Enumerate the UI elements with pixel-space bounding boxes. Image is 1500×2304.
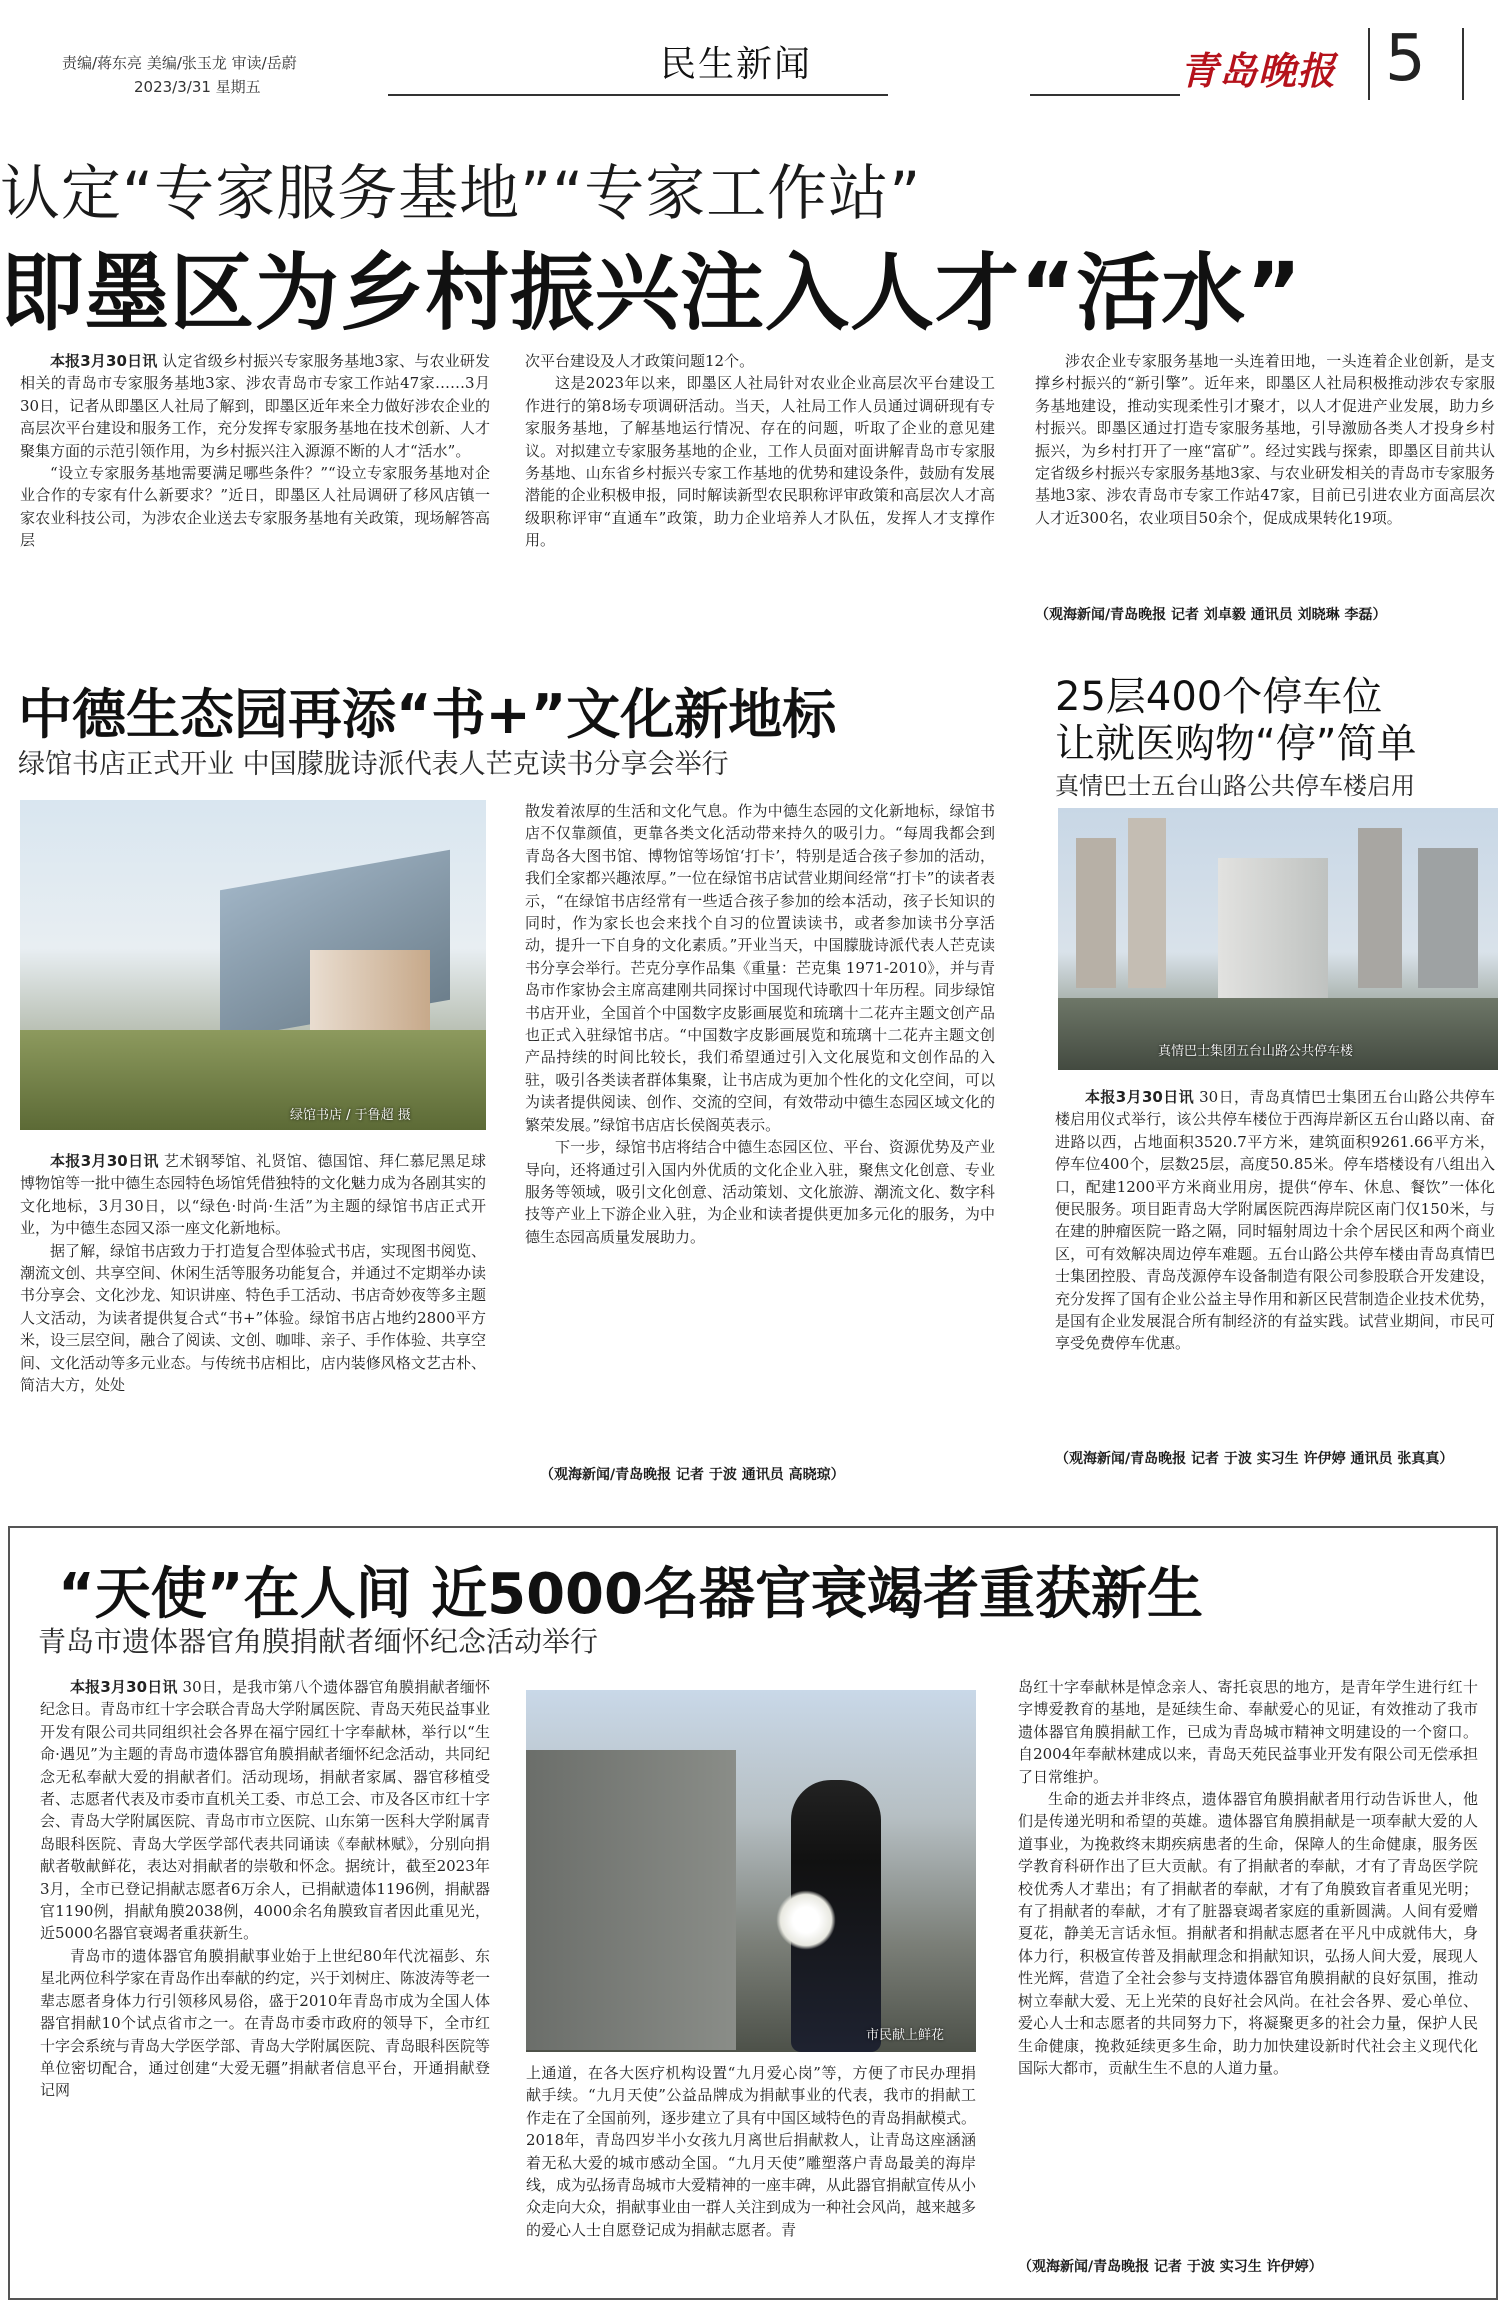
article4-col2 — [526, 2062, 976, 2282]
article4-col1 — [40, 1676, 490, 2276]
article1-text2b: 这是2023年以来，即墨区人社局针对农业企业高层次平台建设工作进行的第8场专项调研活动。当天，人社局工作人员通过调研现有专家服务基地，了解基地运行情况、存在的问题，听取了企业的意见建议。对拟建立专家服务基地的企业，工作人员面对面讲解青岛市专家服务基地、山东省乡村振兴专家工作基地的优势和建设条件，鼓励有发展潜能的企业积极申报，同时解读新型农民职称评审政策和高层次人才高级职称评审“直通车”政策，助力企业培养人才队伍，发挥人才支撑作用。 — [525, 374, 995, 550]
article1-lead: 本报3月30日讯 — [50, 352, 158, 370]
article4-text2: 上通道，在各大医疗机构设置“九月爱心岗”等，方便了市民办理捐献手续。“九月天使”公益品牌成为捐献事业的代表，我市的捐献工作走在了全国前列，逐步建立了具有中国区域特色的青岛捐献模式。2018年，青岛四岁半小女孩九月离世后捐献救人，让青岛这座涵涵着无私大爱的城市感动全国。“九月天使”雕塑落户青岛最美的海岸线，成为弘扬青岛城市大爱精神的一座丰碑，从此器官捐献宣传从小众走向大众，捐献事业由一群人关注到成为一种社会风尚，越来越多的爱心人士自愿登记成为捐献志愿者。青 — [526, 2064, 976, 2239]
article2-col1 — [20, 1150, 486, 1590]
parking-building-photo — [1058, 808, 1498, 1070]
article1-col1 — [20, 350, 490, 590]
article3-text: 30日，青岛真情巴士集团五台山路公共停车楼启用仪式举行，该公共停车楼位于西海岸新区五台山路以南、奋进路以西，占地面积3520.7平方米，建筑面积9261.66平方米，停车位400个，层数25层，高度50.85米。停车塔楼设有八组出入口，配建1200平方米商业用房，提供“停车、休息、餐饮”一体化便民服务。项目距青岛大学附属医院西海岸院区南门仅150米，与在建的肿瘤医院一路之隔，同时辐射周边十余个居民区和两个商业区，可有效解决周边停车难题。五台山路公共停车楼由青岛真情巴士集团控股、青岛茂源停车设备制造有限公司参股联合开发建设，充分发挥了国有企业公益主导作用和新区民营制造企业技术优势，是国有企业发展混合所有制经济的有益实践。试营业期间，市民可享受免费停车优惠。 — [1055, 1088, 1495, 1353]
article2-title: 中德生态园再添“书+”文化新地标 — [18, 683, 837, 746]
page-number: 5 — [1385, 22, 1426, 96]
article3-lead: 本报3月30日讯 — [1085, 1088, 1194, 1106]
article1-text2a: 次平台建设及人才政策问题12个。 — [525, 352, 755, 370]
bookstore-photo — [20, 800, 486, 1130]
tower-mid — [1128, 818, 1166, 988]
tower-right — [1358, 828, 1402, 988]
article1-text3: 涉农企业专家服务基地一头连着田地，一头连着企业创新，是支撑乡村振兴的“新引擎”。近年来，即墨区人社局积极推动涉农专家服务基地建设，推动实现柔性引才聚才，以人才促进产业发展，助力乡村振兴。即墨区通过打造专家服务基地，引导激励各类人才投身乡村振兴，为乡村打开了一座“富矿”。经过实践与探索，即墨区目前共认定省级乡村振兴专家服务基地3家、与农业研发相关的青岛市专家服务基地3家、涉农青岛市专家工作站47家，目前已引进农业方面高层次人才近300名，农业项目50余个，促成成果转化19项。 — [1035, 352, 1495, 527]
bookstore-lawn — [20, 1030, 486, 1130]
section-title: 民生新闻 — [660, 44, 813, 85]
header-rule-left — [388, 94, 888, 96]
article2-lead: 本报3月30日讯 — [50, 1152, 159, 1170]
article2-subtitle: 绿馆书店正式开业 中国朦胧诗派代表人芒克读书分享会举行 — [18, 749, 729, 780]
tower-left — [1076, 838, 1116, 988]
bookstore-photo-caption: 绿馆书店 / 于鲁超 摄 — [290, 1108, 411, 1123]
editors-line: 责编/蒋东亮 美编/张玉龙 审读/岳蔚 — [62, 54, 297, 72]
memorial-wall — [526, 1750, 736, 2050]
memorial-photo-caption: 市民献上鲜花 — [866, 2028, 945, 2043]
article4-text3: 岛红十字奉献林是悼念亲人、寄托哀思的地方，是青年学生进行红十字博爱教育的基地，是延续生命、奉献爱心的见证，有效推动了我市遗体器官角膜捐献工作，已成为青岛城市精神文明建设的一个窗口。自2004年奉献林建成以来，青岛天苑民益事业开发有限公司无偿承担了日常维护。 — [1018, 1678, 1478, 1786]
article4-text1b: 青岛市的遗体器官角膜捐献事业始于上世纪80年代沈福彭、东星北两位科学家在青岛作出奉献的约定，兴于刘树庄、陈波涛等老一辈志愿者身体力行引领移风易俗，盛于2010年青岛市成为全国人体器官捐献10个试点省市之一。在青岛市委市政府的领导下，全市红十字会系统与青岛大学医学部、青岛大学附属医院、青岛眼科医院等单位密切配合，通过创建“大爱无疆”捐献者信息平台，开通捐献登记网 — [40, 1946, 490, 2100]
article2-text1b: 据了解，绿馆书店致力于打造复合型体验式书店，实现图书阅览、潮流文创、共享空间、休闲生活等服务功能复合，并通过不定期举办读书分享会、文化沙龙、知识讲座、特色手工活动、书店奇妙夜等多主题人文活动，为读者提供复合式“书+”体验。绿馆书店占地约2800平方米，设三层空间，融合了阅读、文创、咖啡、亲子、手作体验、共享空间、文化活动等多元业态。与传统书店相比，店内装修风格文艺古朴、简洁大方，处处 — [20, 1241, 486, 1395]
article1-kicker: 认定“专家服务基地”“专家工作站” — [0, 159, 922, 229]
article4-title: “天使”在人间 近5000名器官衰竭者重获新生 — [58, 1562, 1203, 1627]
article1-text1: 认定省级乡村振兴专家服务基地3家、与农业研发相关的青岛市专家服务基地3家、涉农青岛市专家工作站47家……3月30日，记者从即墨区人社局了解到，即墨区近年来全力做好涉农企业的高层次平台建设和服务工作，充分发挥专家服务基地在技术创新、人才聚集方面的示范引领作用，为乡村振兴注入源源不断的人才“活水”。 — [20, 352, 490, 460]
header-rule-right — [1030, 94, 1180, 96]
article2-text2b: 下一步，绿馆书店将结合中德生态园区位、平台、资源优势及产业导向，还将通过引入国内外优质的文化企业入驻，聚焦文化创意、专业服务等领域，吸引文化创意、活动策划、文化旅游、潮流文化、数字科技等产业上下游企业入驻，为企业和读者提供更加多元化的服务，为中德生态园高质量发展助力。 — [525, 1138, 995, 1246]
paper-name-logo: 青岛晚报 — [1180, 48, 1337, 93]
article2-text2: 散发着浓厚的生活和文化气息。作为中德生态园的文化新地标，绿馆书店不仅靠颜值，更靠各类文化活动带来持久的吸引力。“每周我都会到青岛各大图书馆、博物馆等场馆‘打卡’，特别是适合孩子参加的活动，我们全家都兴趣浓厚。”一位在绿馆书店试营业期间经常“打卡”的读者表示，“在绿馆书店经常有一些适合孩子参加的绘本活动，孩子长知识的同时，作为家长也会来找个自习的位置读读书，或者参加读书分享活动，提升一下自身的文化素质。”开业当天，中国朦胧诗派代表人芒克读书分享会举行。芒克分享作品集《重量：芒克集 1971-2010》，并与青岛市作家协会主席高建刚共同探讨中国现代诗歌四十年历程。同步绿馆书店开业，全国首个中国数字皮影画展览和琉璃十二花卉主题文创产品也正式入驻绿馆书店。“中国数字皮影画展览和琉璃十二花卉主题文创产品持续的时间比较长，我们希望通过引入文化展览和文创作品的入驻，吸引各类读者群体集聚，让书店成为更加个性化的文化空间，可以为读者提供阅读、创作、交流的空间，有效带动中德生态园区域文化的繁荣发展。”绿馆书店店长侯阁英表示。 — [525, 802, 995, 1134]
issue-date: 2023/3/31 星期五 — [134, 78, 261, 96]
bookstore-mural — [310, 950, 430, 1040]
article4-text3b: 生命的逝去并非终点，遗体器官角膜捐献者用行动告诉世人，他们是传递光明和希望的英雄。遗体器官角膜捐献是一项奉献大爱的人道事业，为挽救终末期疾病患者的生命，保障人的生命健康，服务医学教育科研作出了巨大贡献。有了捐献者的奉献，才有了青岛医学院校优秀人才辈出；有了捐献者的奉献，才有了角膜致盲者重见光明；有了捐献者的奉献，才有了脏器衰竭者家庭的重新圆满。人间有爱赠夏花，静美无言话永恒。捐献者和捐献志愿者在平凡中成就伟大，身体力行，积极宣传普及捐献理念和捐献知识，弘扬人间大爱，展现人性光辉，营造了全社会参与支持遗体器官角膜捐献的良好氛围，推动树立奉献大爱、无上光荣的良好社会风尚。在社会各界、爱心单位、爱心人士和志愿者的共同努力下，将凝聚更多的社会力量，保护人民生命健康，挽救延续更多生命，助力加快建设新时代社会主义现代化国际大都市，贡献生生不息的人道力量。 — [1018, 1790, 1478, 2077]
parking-photo-caption: 真情巴士集团五台山路公共停车楼 — [1158, 1044, 1354, 1059]
article1-credit: （观海新闻/青岛晚报 记者 刘卓毅 通讯员 刘晓琳 李磊） — [1035, 607, 1387, 623]
article3-title-line1: 25层400个停车位 — [1055, 674, 1383, 720]
article3-title-line2: 让就医购物“停”简单 — [1055, 721, 1417, 767]
article2-credit: （观海新闻/青岛晚报 记者 于波 通讯员 高晓琼） — [540, 1467, 845, 1483]
article3-credit: （观海新闻/青岛晚报 记者 于波 实习生 许伊婷 通讯员 张真真） — [1055, 1451, 1454, 1467]
tower-far-right — [1418, 848, 1478, 988]
article3-subtitle: 真情巴士五台山路公共停车楼启用 — [1055, 772, 1415, 800]
article1-text1b: “设立专家服务基地需要满足哪些条件？”“设立专家服务基地对企业合作的专家有什么新要求？”近日，即墨区人社局调研了移风店镇一家农业科技公司，为涉农企业送去专家服务基地有关政策，现场解答高层 — [20, 464, 490, 550]
parking-tower — [1218, 858, 1328, 998]
article3-body — [1055, 1086, 1495, 1450]
article1-col2 — [525, 350, 995, 640]
article4-subtitle: 青岛市遗体器官角膜捐献者缅怀纪念活动举行 — [38, 1625, 599, 1658]
article4-lead: 本报3月30日讯 — [70, 1678, 178, 1696]
article1-title: 即墨区为乡村振兴注入人才“活水” — [0, 244, 1303, 342]
article2-col2 — [525, 800, 995, 1450]
article4-col3 — [1018, 1676, 1478, 2250]
article1-col3 — [1035, 350, 1495, 600]
article2-text1: 艺术钢琴馆、礼贤馆、德国馆、拜仁慕尼黑足球博物馆等一批中德生态园特色场馆凭借独特的文化魅力成为各剧其实的文化地标，3月30日，以“绿色·时尚·生活”为主题的绿馆书店正式开业，为中德生态园又添一座文化新地标。 — [20, 1152, 486, 1238]
article4-text1: 30日，是我市第八个遗体器官角膜捐献者缅怀纪念日。青岛市红十字会联合青岛大学附属医院、青岛天苑民益事业开发有限公司共同组织社会各界在福宁园红十字奉献林，举行以“生命·遇见”为主题的青岛市遗体器官角膜捐献者缅怀纪念活动，共同纪念无私奉献大爱的捐献者们。活动现场，捐献者家属、器官移植受者、志愿者代表及市委市直机关工委、市总工会、市及各区市红十字会、青岛大学附属医院、青岛市市立医院、山东第一医科大学附属青岛眼科医院、青岛大学医学部代表共同诵读《奉献林赋》，分别向捐献者敬献鲜花，表达对捐献者的崇敬和怀念。据统计，截至2023年3月，全市已登记捐献志愿者6万余人，已捐献遗体1196例，捐献器官1190例，捐献角膜2038例，4000余名角膜致盲者因此重见光，近5000名器官衰竭者重获新生。 — [40, 1678, 490, 1943]
memorial-photo — [526, 1690, 976, 2052]
article4-credit: （观海新闻/青岛晚报 记者 于波 实习生 许伊婷） — [1018, 2259, 1323, 2275]
header-divider — [1368, 28, 1370, 100]
header-divider-right — [1462, 28, 1464, 100]
ground — [1058, 998, 1498, 1070]
flowers — [776, 1890, 836, 1950]
